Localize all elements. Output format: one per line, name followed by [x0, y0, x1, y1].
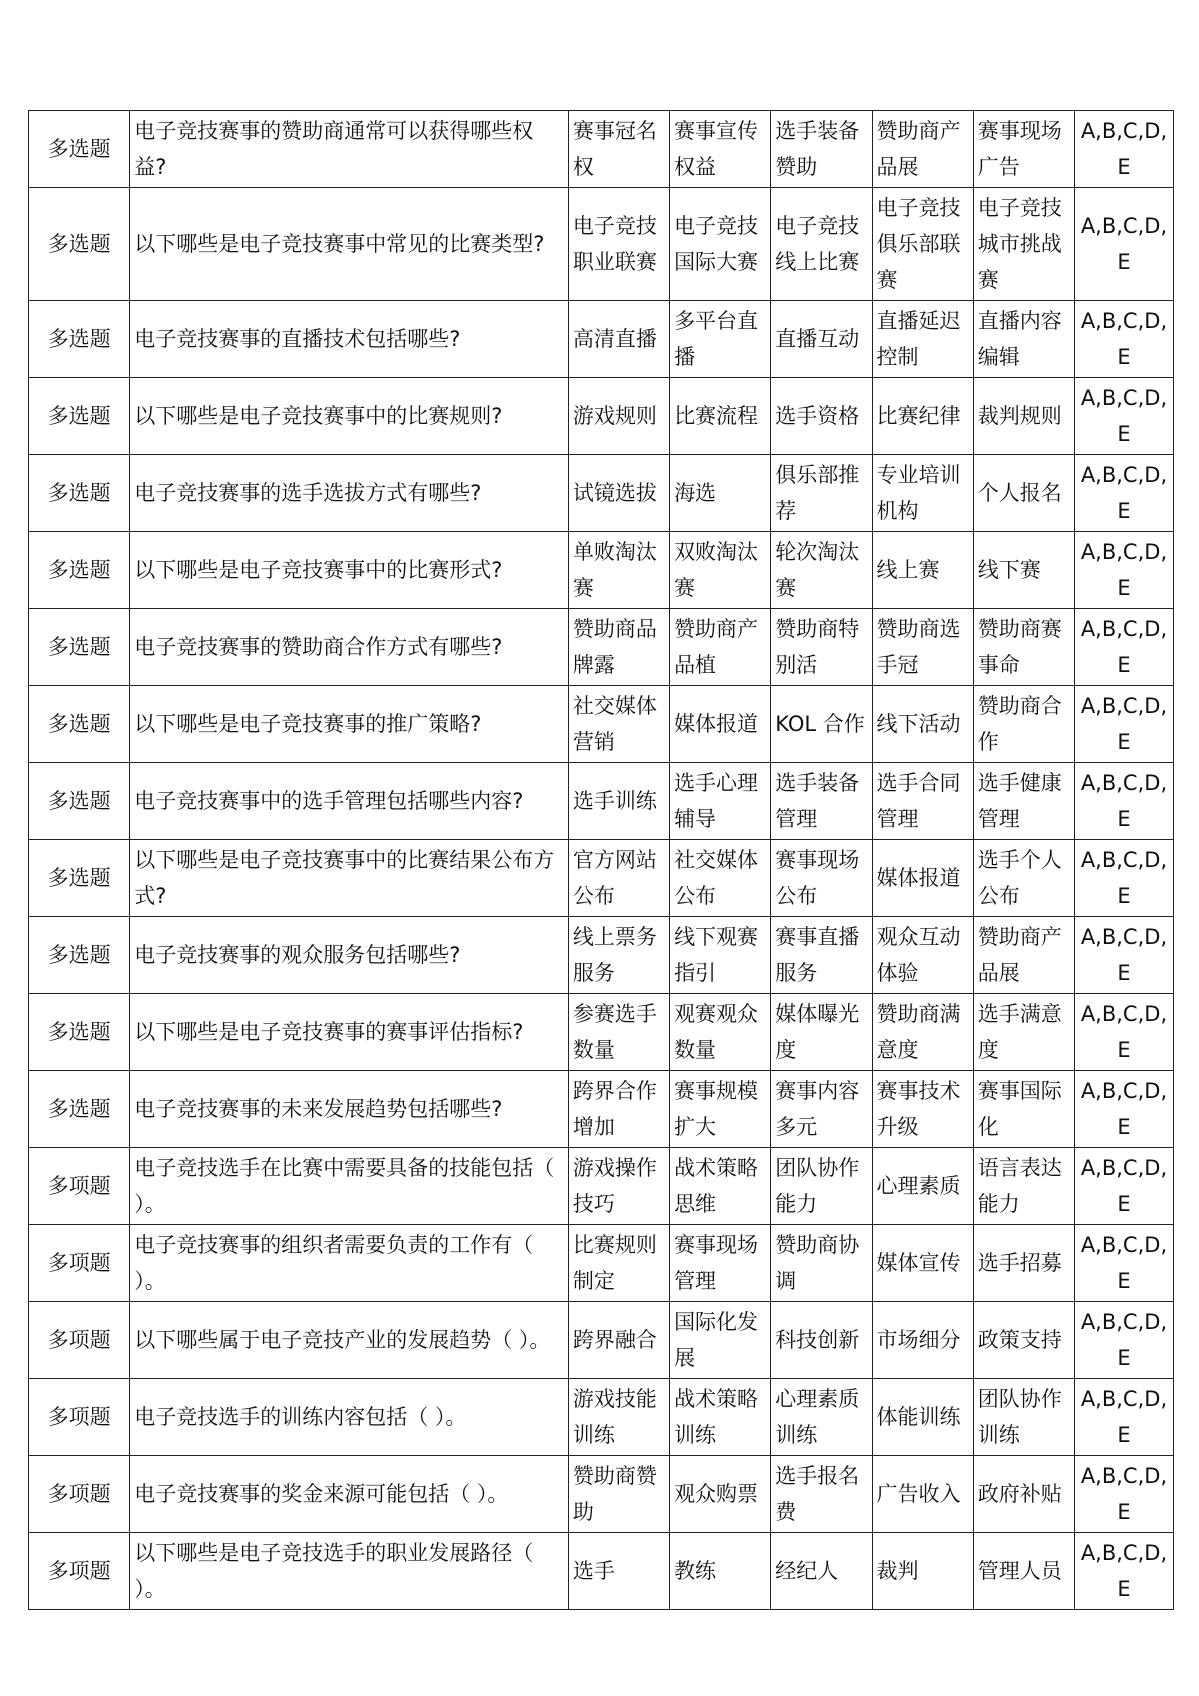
option-cell-d: 市场细分 — [872, 1302, 973, 1379]
option-cell-d: 直播延迟控制 — [872, 301, 973, 378]
answer-cell: A,B,C,D,E — [1074, 532, 1173, 609]
option-cell-b: 战术策略思维 — [670, 1148, 771, 1225]
question-type-cell: 多选题 — [29, 455, 130, 532]
option-cell-a: 赞助商赞助 — [568, 1456, 669, 1533]
option-cell-b: 赛事现场管理 — [670, 1225, 771, 1302]
answer-cell: A,B,C,D,E — [1074, 301, 1173, 378]
question-type-cell: 多项题 — [29, 1456, 130, 1533]
question-text-cell: 以下哪些是电子竞技赛事中常见的比赛类型? — [130, 188, 569, 301]
answer-cell: A,B,C,D,E — [1074, 1456, 1173, 1533]
question-text-cell: 以下哪些是电子竞技赛事中的比赛结果公布方式? — [130, 840, 569, 917]
option-cell-b: 社交媒体公布 — [670, 840, 771, 917]
question-text-cell: 电子竞技选手的训练内容包括（ ）。 — [130, 1379, 569, 1456]
option-cell-a: 单败淘汰赛 — [568, 532, 669, 609]
answer-cell: A,B,C,D,E — [1074, 1533, 1173, 1610]
question-type-cell: 多选题 — [29, 609, 130, 686]
option-cell-e: 个人报名 — [973, 455, 1074, 532]
option-cell-b: 选手心理辅导 — [670, 763, 771, 840]
option-cell-e: 政府补贴 — [973, 1456, 1074, 1533]
option-cell-e: 裁判规则 — [973, 378, 1074, 455]
question-text-cell: 电子竞技赛事的观众服务包括哪些? — [130, 917, 569, 994]
question-text-cell: 电子竞技赛事的赞助商通常可以获得哪些权益? — [130, 111, 569, 188]
answer-cell: A,B,C,D,E — [1074, 1302, 1173, 1379]
option-cell-a: 赞助商品牌露 — [568, 609, 669, 686]
option-cell-a: 电子竞技职业联赛 — [568, 188, 669, 301]
option-cell-c: 团队协作能力 — [771, 1148, 872, 1225]
table-row — [29, 111, 1174, 188]
option-cell-d: 广告收入 — [872, 1456, 973, 1533]
question-text-cell: 电子竞技赛事的组织者需要负责的工作有（ ）。 — [130, 1225, 569, 1302]
option-cell-d: 电子竞技俱乐部联赛 — [872, 188, 973, 301]
option-cell-c: 心理素质训练 — [771, 1379, 872, 1456]
answer-cell: A,B,C,D,E — [1074, 840, 1173, 917]
option-cell-b: 教练 — [670, 1533, 771, 1610]
option-cell-a: 线上票务服务 — [568, 917, 669, 994]
option-cell-e: 管理人员 — [973, 1533, 1074, 1610]
option-cell-d: 线下活动 — [872, 686, 973, 763]
option-cell-b: 线下观赛指引 — [670, 917, 771, 994]
option-cell-c: 电子竞技线上比赛 — [771, 188, 872, 301]
question-text-cell: 电子竞技赛事的未来发展趋势包括哪些? — [130, 1071, 569, 1148]
option-cell-e: 直播内容编辑 — [973, 301, 1074, 378]
option-cell-b: 多平台直播 — [670, 301, 771, 378]
option-cell-a: 社交媒体营销 — [568, 686, 669, 763]
option-cell-c: KOL 合作 — [771, 686, 872, 763]
table-row — [29, 686, 1174, 763]
option-cell-c: 赞助商特别活 — [771, 609, 872, 686]
answer-cell: A,B,C,D,E — [1074, 994, 1173, 1071]
option-cell-b: 观赛观众数量 — [670, 994, 771, 1071]
option-cell-a: 选手 — [568, 1533, 669, 1610]
option-cell-e: 选手满意度 — [973, 994, 1074, 1071]
question-text-cell: 电子竞技赛事的选手选拔方式有哪些? — [130, 455, 569, 532]
option-cell-b: 赞助商产品植 — [670, 609, 771, 686]
answer-cell: A,B,C,D,E — [1074, 763, 1173, 840]
option-cell-a: 高清直播 — [568, 301, 669, 378]
question-type-cell: 多选题 — [29, 301, 130, 378]
option-cell-a: 游戏规则 — [568, 378, 669, 455]
option-cell-b: 赛事规模扩大 — [670, 1071, 771, 1148]
table-row — [29, 1071, 1174, 1148]
option-cell-c: 科技创新 — [771, 1302, 872, 1379]
option-cell-a: 比赛规则制定 — [568, 1225, 669, 1302]
option-cell-b: 战术策略训练 — [670, 1379, 771, 1456]
question-type-cell: 多项题 — [29, 1302, 130, 1379]
option-cell-c: 赛事内容多元 — [771, 1071, 872, 1148]
answer-cell: A,B,C,D,E — [1074, 917, 1173, 994]
question-type-cell: 多选题 — [29, 763, 130, 840]
table-row — [29, 1148, 1174, 1225]
option-cell-e: 语言表达能力 — [973, 1148, 1074, 1225]
option-cell-e: 赞助商产品展 — [973, 917, 1074, 994]
option-cell-e: 赞助商赛事命 — [973, 609, 1074, 686]
table-row — [29, 301, 1174, 378]
option-cell-d: 专业培训机构 — [872, 455, 973, 532]
answer-cell: A,B,C,D,E — [1074, 1379, 1173, 1456]
option-cell-a: 参赛选手数量 — [568, 994, 669, 1071]
option-cell-d: 体能训练 — [872, 1379, 973, 1456]
question-type-cell: 多选题 — [29, 994, 130, 1071]
option-cell-c: 经纪人 — [771, 1533, 872, 1610]
answer-cell: A,B,C,D,E — [1074, 455, 1173, 532]
table-row — [29, 1379, 1174, 1456]
question-text-cell: 以下哪些是电子竞技赛事的推广策略? — [130, 686, 569, 763]
question-text-cell: 电子竞技选手在比赛中需要具备的技能包括（ ）。 — [130, 1148, 569, 1225]
question-type-cell: 多选题 — [29, 188, 130, 301]
answer-cell: A,B,C,D,E — [1074, 1148, 1173, 1225]
option-cell-e: 选手个人公布 — [973, 840, 1074, 917]
option-cell-e: 团队协作训练 — [973, 1379, 1074, 1456]
option-cell-d: 赞助商选手冠 — [872, 609, 973, 686]
question-type-cell: 多项题 — [29, 1379, 130, 1456]
option-cell-c: 赞助商协调 — [771, 1225, 872, 1302]
option-cell-c: 赛事直播服务 — [771, 917, 872, 994]
question-text-cell: 以下哪些属于电子竞技产业的发展趋势（ ）。 — [130, 1302, 569, 1379]
option-cell-b: 媒体报道 — [670, 686, 771, 763]
table-row — [29, 378, 1174, 455]
answer-cell: A,B,C,D,E — [1074, 111, 1173, 188]
question-text-cell: 以下哪些是电子竞技赛事中的比赛规则? — [130, 378, 569, 455]
option-cell-a: 选手训练 — [568, 763, 669, 840]
question-type-cell: 多选题 — [29, 111, 130, 188]
option-cell-c: 直播互动 — [771, 301, 872, 378]
answer-cell: A,B,C,D,E — [1074, 378, 1173, 455]
option-cell-a: 官方网站公布 — [568, 840, 669, 917]
option-cell-a: 试镜选拔 — [568, 455, 669, 532]
answer-cell: A,B,C,D,E — [1074, 188, 1173, 301]
option-cell-e: 选手招募 — [973, 1225, 1074, 1302]
option-cell-c: 选手装备赞助 — [771, 111, 872, 188]
option-cell-c: 轮次淘汰赛 — [771, 532, 872, 609]
option-cell-c: 俱乐部推荐 — [771, 455, 872, 532]
option-cell-e: 电子竞技城市挑战赛 — [973, 188, 1074, 301]
option-cell-d: 赞助商产品展 — [872, 111, 973, 188]
option-cell-d: 赛事技术升级 — [872, 1071, 973, 1148]
option-cell-b: 国际化发展 — [670, 1302, 771, 1379]
question-type-cell: 多项题 — [29, 1225, 130, 1302]
option-cell-d: 比赛纪律 — [872, 378, 973, 455]
question-type-cell: 多选题 — [29, 378, 130, 455]
option-cell-d: 线上赛 — [872, 532, 973, 609]
question-text-cell: 电子竞技赛事的奖金来源可能包括（ ）。 — [130, 1456, 569, 1533]
answer-cell: A,B,C,D,E — [1074, 609, 1173, 686]
question-table — [28, 110, 1174, 1610]
option-cell-c: 选手报名费 — [771, 1456, 872, 1533]
option-cell-a: 跨界融合 — [568, 1302, 669, 1379]
option-cell-a: 跨界合作增加 — [568, 1071, 669, 1148]
option-cell-d: 裁判 — [872, 1533, 973, 1610]
option-cell-d: 观众互动体验 — [872, 917, 973, 994]
table-row — [29, 1533, 1174, 1610]
table-row — [29, 1302, 1174, 1379]
option-cell-a: 游戏操作技巧 — [568, 1148, 669, 1225]
option-cell-c: 媒体曝光度 — [771, 994, 872, 1071]
option-cell-c: 选手装备管理 — [771, 763, 872, 840]
question-type-cell: 多选题 — [29, 840, 130, 917]
option-cell-d: 媒体宣传 — [872, 1225, 973, 1302]
question-text-cell: 电子竞技赛事的直播技术包括哪些? — [130, 301, 569, 378]
answer-cell: A,B,C,D,E — [1074, 1225, 1173, 1302]
option-cell-e: 赛事现场广告 — [973, 111, 1074, 188]
table-row — [29, 840, 1174, 917]
question-text-cell: 电子竞技赛事中的选手管理包括哪些内容? — [130, 763, 569, 840]
question-type-cell: 多项题 — [29, 1533, 130, 1610]
question-text-cell: 以下哪些是电子竞技赛事的赛事评估指标? — [130, 994, 569, 1071]
option-cell-b: 海选 — [670, 455, 771, 532]
option-cell-e: 政策支持 — [973, 1302, 1074, 1379]
option-cell-c: 赛事现场公布 — [771, 840, 872, 917]
question-type-cell: 多选题 — [29, 532, 130, 609]
option-cell-b: 双败淘汰赛 — [670, 532, 771, 609]
answer-cell: A,B,C,D,E — [1074, 1071, 1173, 1148]
table-row — [29, 763, 1174, 840]
question-text-cell: 以下哪些是电子竞技选手的职业发展路径（ ）。 — [130, 1533, 569, 1610]
question-text-cell: 电子竞技赛事的赞助商合作方式有哪些? — [130, 609, 569, 686]
option-cell-a: 赛事冠名权 — [568, 111, 669, 188]
option-cell-e: 选手健康管理 — [973, 763, 1074, 840]
option-cell-a: 游戏技能训练 — [568, 1379, 669, 1456]
option-cell-e: 赞助商合作 — [973, 686, 1074, 763]
question-type-cell: 多选题 — [29, 917, 130, 994]
table-row — [29, 188, 1174, 301]
option-cell-c: 选手资格 — [771, 378, 872, 455]
table-row — [29, 609, 1174, 686]
option-cell-b: 赛事宣传权益 — [670, 111, 771, 188]
table-row — [29, 1456, 1174, 1533]
table-row — [29, 1225, 1174, 1302]
answer-cell: A,B,C,D,E — [1074, 686, 1173, 763]
option-cell-b: 观众购票 — [670, 1456, 771, 1533]
table-row — [29, 994, 1174, 1071]
table-row — [29, 455, 1174, 532]
option-cell-d: 选手合同管理 — [872, 763, 973, 840]
option-cell-d: 赞助商满意度 — [872, 994, 973, 1071]
question-type-cell: 多项题 — [29, 1148, 130, 1225]
option-cell-b: 比赛流程 — [670, 378, 771, 455]
option-cell-e: 赛事国际化 — [973, 1071, 1074, 1148]
question-type-cell: 多选题 — [29, 686, 130, 763]
question-type-cell: 多选题 — [29, 1071, 130, 1148]
table-row — [29, 917, 1174, 994]
option-cell-d: 媒体报道 — [872, 840, 973, 917]
option-cell-d: 心理素质 — [872, 1148, 973, 1225]
table-row — [29, 532, 1174, 609]
question-text-cell: 以下哪些是电子竞技赛事中的比赛形式? — [130, 532, 569, 609]
option-cell-e: 线下赛 — [973, 532, 1074, 609]
option-cell-b: 电子竞技国际大赛 — [670, 188, 771, 301]
